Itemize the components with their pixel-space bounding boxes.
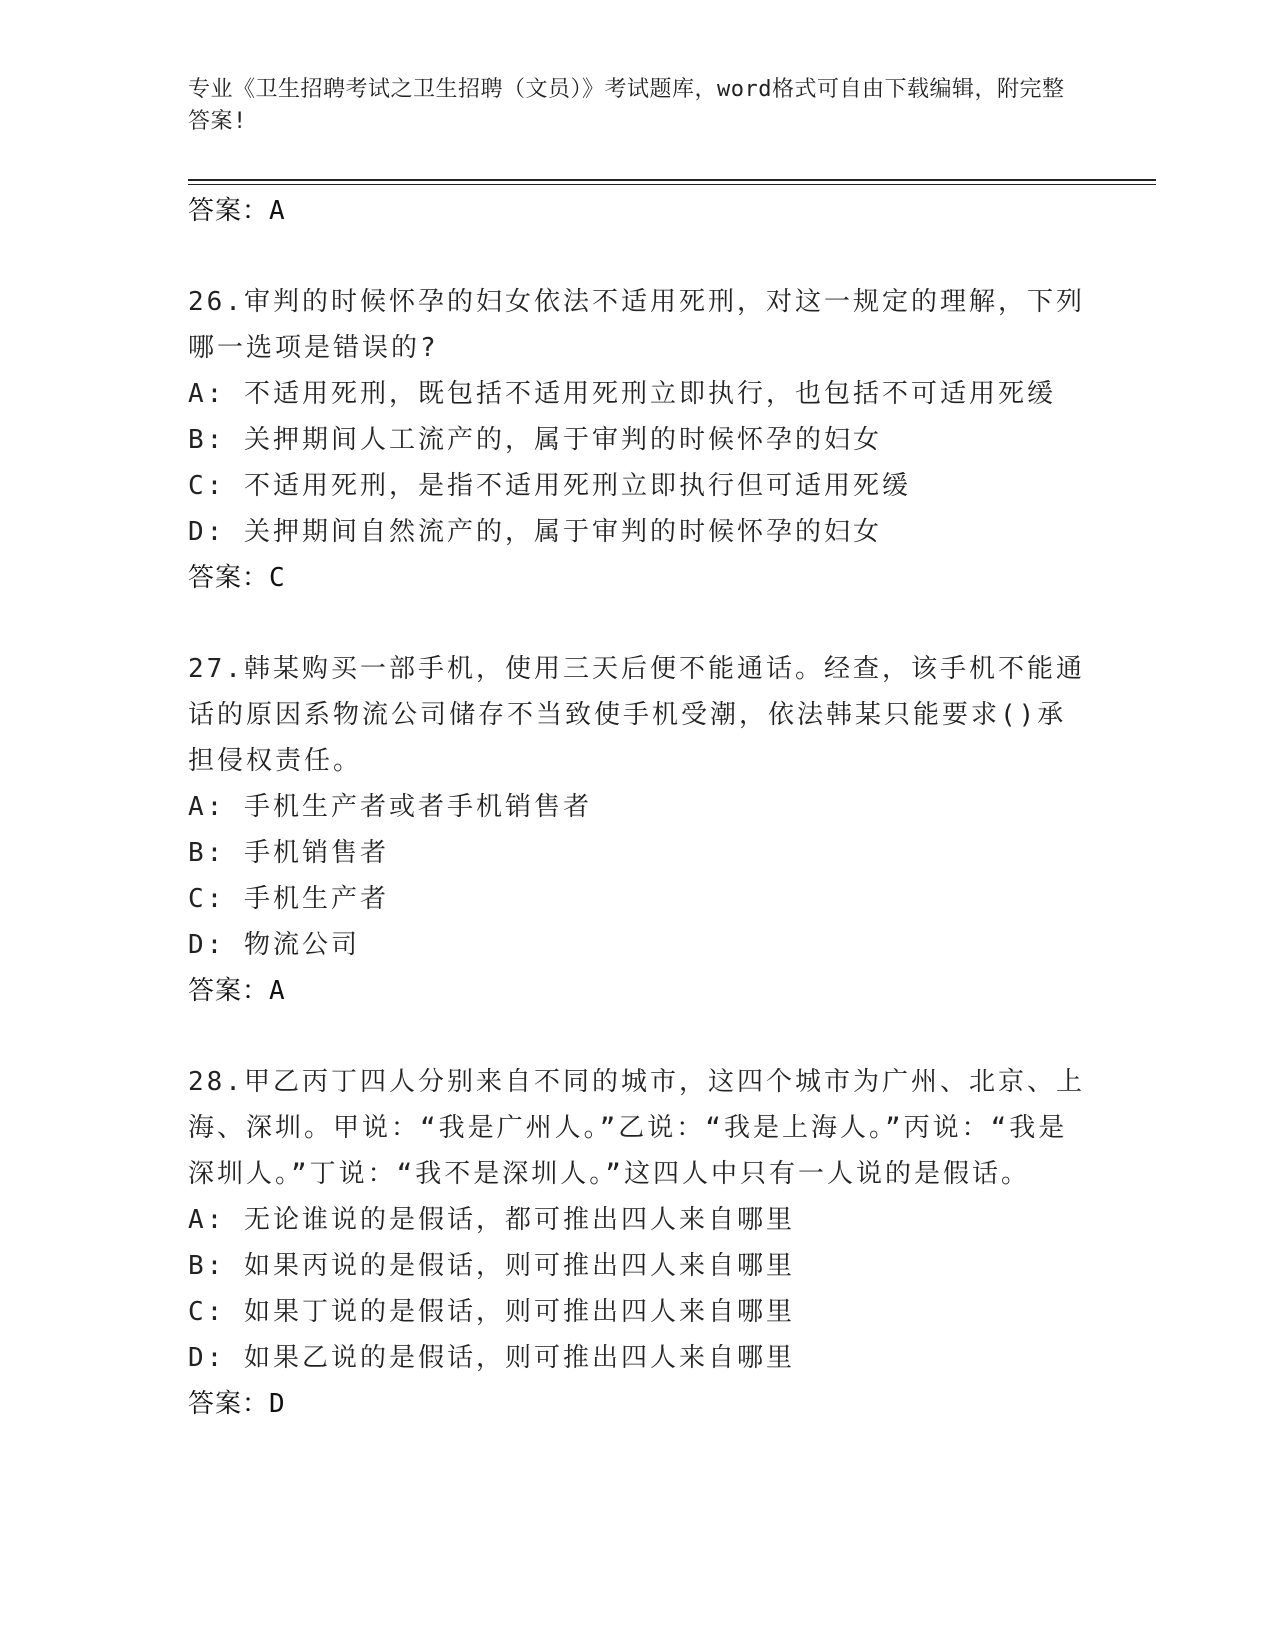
header-rule-thin xyxy=(188,184,1156,185)
question-text: 26.审判的时候怀孕的妇女依法不适用死刑，对这一规定的理解，下列哪一选项是错误的? xyxy=(188,287,1085,363)
option-b: B: 关押期间人工流产的，属于审判的时候怀孕的妇女 xyxy=(188,425,882,455)
option-c: C: 不适用死刑，是指不适用死刑立即执行但可适用死缓 xyxy=(188,471,911,501)
answer: 答案：D xyxy=(188,1389,286,1419)
question-26 xyxy=(188,279,1088,601)
option-a: A: 手机生产者或者手机销售者 xyxy=(188,792,592,822)
question-list xyxy=(188,188,1088,1427)
option-a: A: 不适用死刑，既包括不适用死刑立即执行，也包括不可适用死缓 xyxy=(188,379,1056,409)
option-d: D: 物流公司 xyxy=(188,930,360,960)
option-c: C: 手机生产者 xyxy=(188,884,389,914)
answer: 答案：C xyxy=(188,563,286,593)
previous-answer: 答案：A xyxy=(188,196,286,226)
option-b: B: 手机销售者 xyxy=(188,838,389,868)
option-d: D: 关押期间自然流产的，属于审判的时候怀孕的妇女 xyxy=(188,517,882,547)
question-27 xyxy=(188,646,1088,1014)
question-28 xyxy=(188,1059,1088,1427)
question-text: 27.韩某购买一部手机，使用三天后便不能通话。经查，该手机不能通话的原因系物流公司储存不当致使手机受潮，依法韩某只能要求()承担侵权责任。 xyxy=(188,654,1085,776)
option-c: C: 如果丁说的是假话，则可推出四人来自哪里 xyxy=(188,1297,795,1327)
answer: 答案：A xyxy=(188,976,286,1006)
option-d: D: 如果乙说的是假话，则可推出四人来自哪里 xyxy=(188,1343,795,1373)
header-rule-thick xyxy=(188,179,1156,181)
page-header-text: 专业《卫生招聘考试之卫生招聘（文员）》考试题库，word格式可自由下载编辑，附完整答案! xyxy=(188,77,1065,134)
question-text: 28.甲乙丙丁四人分别来自不同的城市，这四个城市为广州、北京、上海、深圳。甲说：“我是广州人。”乙说：“我是上海人。”丙说：“我是深圳人。”丁说：“我不是深圳人。”这四人中只有一人说的是假话。 xyxy=(188,1067,1085,1189)
option-a: A: 无论谁说的是假话，都可推出四人来自哪里 xyxy=(188,1205,795,1235)
option-b: B: 如果丙说的是假话，则可推出四人来自哪里 xyxy=(188,1251,795,1281)
